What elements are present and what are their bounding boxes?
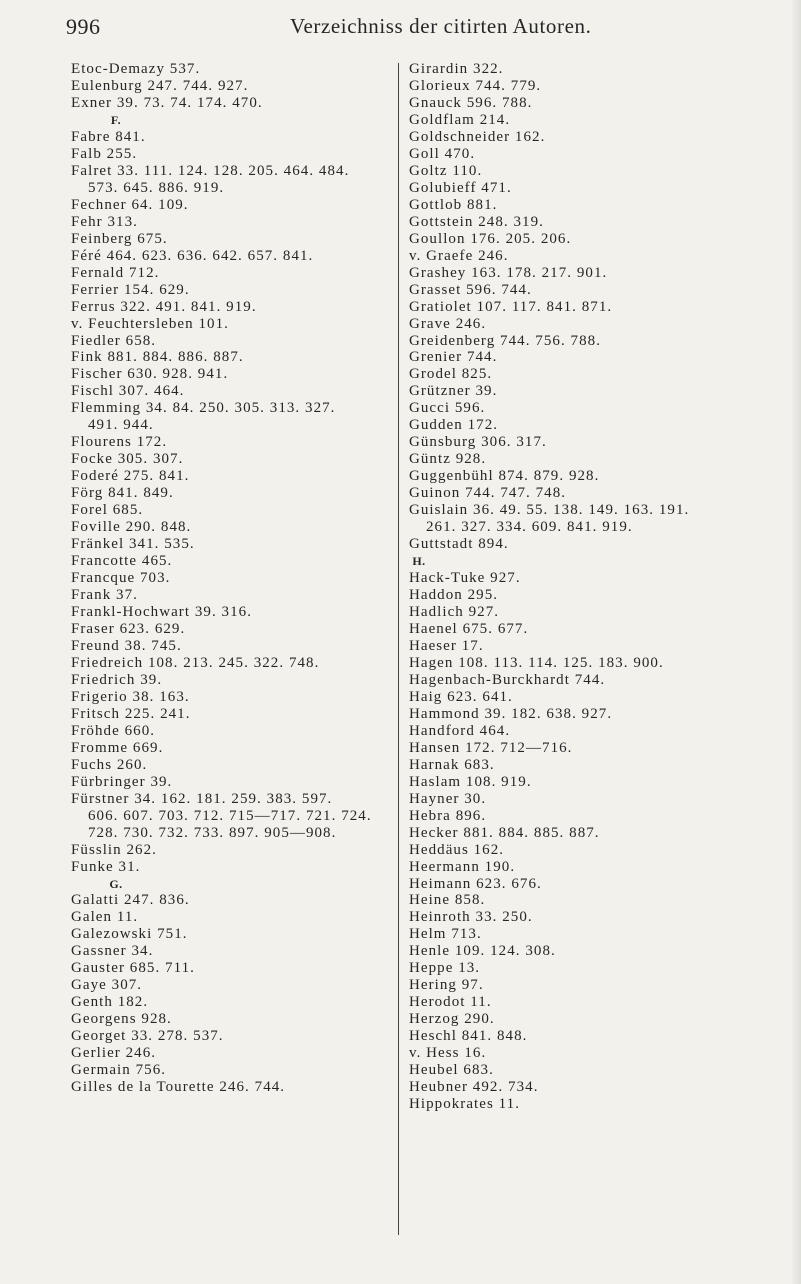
index-entry: Galen 11. xyxy=(71,909,139,926)
index-entry: Günsburg 306. 317. xyxy=(409,434,547,451)
index-entry: Hering 97. xyxy=(409,977,484,994)
index-entry: Haenel 675. 677. xyxy=(409,620,529,637)
index-entry: Georgens 928. xyxy=(71,1011,172,1028)
index-entry: Germain 756. xyxy=(71,1062,167,1079)
index-entry: Fehr 313. xyxy=(71,213,138,230)
index-entry: Helm 713. xyxy=(409,926,482,943)
index-entry: Guislain 36. 49. 55. 138. 149. 163. 191. xyxy=(409,502,690,519)
index-entry: Hagenbach-Burckhardt 744. xyxy=(409,671,606,688)
index-column-left xyxy=(71,61,389,1096)
index-entry: Francque 703. xyxy=(71,570,171,587)
index-entry: Grave 246. xyxy=(409,315,487,332)
index-entry: Forel 685. xyxy=(71,502,144,519)
index-entry: Gucci 596. xyxy=(409,400,486,417)
index-entry: Gottlob 881. xyxy=(409,196,498,213)
index-entry: Füsslin 262. xyxy=(71,841,157,858)
index-entry: Fürbringer 39. xyxy=(71,773,173,790)
index-entry: Fechner 64. 109. xyxy=(71,196,189,213)
index-entry: Flemming 34. 84. 250. 305. 313. 327. xyxy=(71,400,336,417)
running-title: Verzeichniss der citirten Autoren. xyxy=(290,14,592,38)
index-column-right xyxy=(409,61,794,1113)
index-entry: Ferrier 154. 629. xyxy=(71,281,190,298)
index-entry: Fink 881. 884. 886. 887. xyxy=(71,349,244,366)
index-entry-continuation: 261. 327. 334. 609. 841. 919. xyxy=(426,519,633,536)
index-entry: Fuchs 260. xyxy=(71,756,148,773)
index-entry: Grodel 825. xyxy=(409,366,493,383)
index-entry: Frank 37. xyxy=(71,587,138,604)
index-entry: Foderé 275. 841. xyxy=(71,468,190,485)
index-entry: Hippokrates 11. xyxy=(409,1096,521,1113)
index-entry: Gilles de la Tourette 246. 744. xyxy=(71,1079,286,1096)
index-entry: Heschl 841. 848. xyxy=(409,1028,528,1045)
index-entry: Fabre 841. xyxy=(71,128,146,145)
index-entry: Gauster 685. 711. xyxy=(71,960,195,977)
index-entry: Güntz 928. xyxy=(409,451,487,468)
index-entry: Focke 305. 307. xyxy=(71,451,184,468)
index-entry: Heermann 190. xyxy=(409,858,516,875)
index-entry: Grashey 163. 178. 217. 901. xyxy=(409,264,608,281)
index-entry: Gaye 307. xyxy=(71,977,143,994)
index-entry: Frigerio 38. 163. xyxy=(71,688,190,705)
index-entry: Goltz 110. xyxy=(409,162,483,179)
index-entry: Goldflam 214. xyxy=(409,111,511,128)
index-entry: Fromme 669. xyxy=(71,739,164,756)
index-entry: Heubner 492. 734. xyxy=(409,1079,539,1096)
index-entry: Friedreich 108. 213. 245. 322. 748. xyxy=(71,654,320,671)
index-entry: Haslam 108. 919. xyxy=(409,773,532,790)
index-entry: Gudden 172. xyxy=(409,417,499,434)
index-entry: Henle 109. 124. 308. xyxy=(409,943,556,960)
index-entry: Gratiolet 107. 117. 841. 871. xyxy=(409,298,613,315)
index-entry: Foville 290. 848. xyxy=(71,519,192,536)
index-entry: Haig 623. 641. xyxy=(409,688,513,705)
index-entry: Fischer 630. 928. 941. xyxy=(71,366,229,383)
index-entry: Flourens 172. xyxy=(71,434,168,451)
index-entry: Förg 841. 849. xyxy=(71,485,174,502)
index-entry: Hadlich 927. xyxy=(409,604,500,620)
index-entry: Frankl-Hochwart 39. 316. xyxy=(71,604,253,620)
index-entry: Guggenbühl 874. 879. 928. xyxy=(409,468,600,485)
page-number: 996 xyxy=(66,14,101,39)
index-entry: Grasset 596. 744. xyxy=(409,281,532,298)
section-letter-heading: F. xyxy=(110,112,122,127)
page-header xyxy=(0,8,801,48)
index-entry: Hebra 896. xyxy=(409,807,487,824)
index-entry: Heddäus 162. xyxy=(409,841,505,858)
index-entry: Freund 38. 745. xyxy=(71,637,182,654)
index-entry: Greidenberg 744. 756. 788. xyxy=(409,332,601,349)
index-entry: Harnak 683. xyxy=(409,756,495,773)
index-entry-continuation: 491. 944. xyxy=(88,417,154,434)
index-entry: Handford 464. xyxy=(409,722,511,739)
index-entry: Etoc-Demazy 537. xyxy=(71,61,201,77)
index-entry: Haddon 295. xyxy=(409,587,499,604)
index-entry: v. Hess 16. xyxy=(409,1045,487,1062)
index-entry: Friedrich 39. xyxy=(71,671,163,688)
index-entry: Francotte 465. xyxy=(71,553,173,570)
index-entry: Fernald 712. xyxy=(71,264,160,281)
index-entry: Heimann 623. 676. xyxy=(409,875,542,892)
index-entry: Falb 255. xyxy=(71,145,138,162)
index-entry: Heinroth 33. 250. xyxy=(409,909,533,926)
index-entry: Gerlier 246. xyxy=(71,1045,157,1062)
index-entry: Fraser 623. 629. xyxy=(71,620,186,637)
index-entry: Fränkel 341. 535. xyxy=(71,536,195,553)
index-entry: Guttstadt 894. xyxy=(409,536,509,553)
index-entry: v. Feuchtersleben 101. xyxy=(71,315,229,332)
section-letter-heading: G. xyxy=(109,876,123,891)
index-entry: Hecker 881. 884. 885. 887. xyxy=(409,824,600,841)
index-entry: Gassner 34. xyxy=(71,943,154,960)
section-letter-heading: H. xyxy=(412,554,426,569)
index-entry: Exner 39. 73. 74. 174. 470. xyxy=(71,94,263,111)
index-entry: Herodot 11. xyxy=(409,994,492,1011)
index-entry: Hammond 39. 182. 638. 927. xyxy=(409,705,613,722)
index-entry: Genth 182. xyxy=(71,994,149,1011)
index-entry: Haeser 17. xyxy=(409,637,484,654)
index-entry: Goldschneider 162. xyxy=(409,128,546,145)
index-entry-continuation: 728. 730. 732. 733. 897. 905—908. xyxy=(88,824,337,841)
index-entry: Fröhde 660. xyxy=(71,722,156,739)
index-entry: Féré 464. 623. 636. 642. 657. 841. xyxy=(71,247,314,264)
index-entry: Goll 470. xyxy=(409,145,476,162)
index-entry: Grützner 39. xyxy=(409,383,498,400)
index-entry: Glorieux 744. 779. xyxy=(409,77,542,94)
index-entry: Girardin 322. xyxy=(409,61,504,77)
index-entry: Eulenburg 247. 744. 927. xyxy=(71,77,249,94)
index-entry: Ferrus 322. 491. 841. 919. xyxy=(71,298,257,315)
index-entry-continuation: 573. 645. 886. 919. xyxy=(88,179,225,196)
page-edge-shadow xyxy=(791,0,801,1284)
index-entry: Feinberg 675. xyxy=(71,230,168,247)
column-divider xyxy=(398,63,399,1235)
index-entry: Fiedler 658. xyxy=(71,332,157,349)
index-entry: Hayner 30. xyxy=(409,790,487,807)
index-entry: Hack-Tuke 927. xyxy=(409,570,521,587)
index-entry: Heubel 683. xyxy=(409,1062,494,1079)
index-entry: Fischl 307. 464. xyxy=(71,383,185,400)
index-entry: Funke 31. xyxy=(71,858,141,875)
index-entry: Gottstein 248. 319. xyxy=(409,213,544,230)
index-entry: Hansen 172. 712—716. xyxy=(409,739,573,756)
index-entry: Gnauck 596. 788. xyxy=(409,94,533,111)
index-entry: Falret 33. 111. 124. 128. 205. 464. 484. xyxy=(71,162,350,179)
index-entry: Galezowski 751. xyxy=(71,926,188,943)
index-entry: Golubieff 471. xyxy=(409,179,512,196)
index-entry: Fürstner 34. 162. 181. 259. 383. 597. xyxy=(71,790,333,807)
index-entry-continuation: 606. 607. 703. 712. 715—717. 721. 724. xyxy=(88,807,372,824)
index-entry: Goullon 176. 205. 206. xyxy=(409,230,572,247)
index-entry: Galatti 247. 836. xyxy=(71,892,190,909)
index-entry: Hagen 108. 113. 114. 125. 183. 900. xyxy=(409,654,664,671)
index-entry: Guinon 744. 747. 748. xyxy=(409,485,567,502)
index-entry: Herzog 290. xyxy=(409,1011,495,1028)
index-entry: Heine 858. xyxy=(409,892,486,909)
index-entry: Grenier 744. xyxy=(409,349,498,366)
index-entry: Georget 33. 278. 537. xyxy=(71,1028,224,1045)
index-entry: v. Graefe 246. xyxy=(409,247,509,264)
index-entry: Heppe 13. xyxy=(409,960,481,977)
index-entry: Fritsch 225. 241. xyxy=(71,705,191,722)
